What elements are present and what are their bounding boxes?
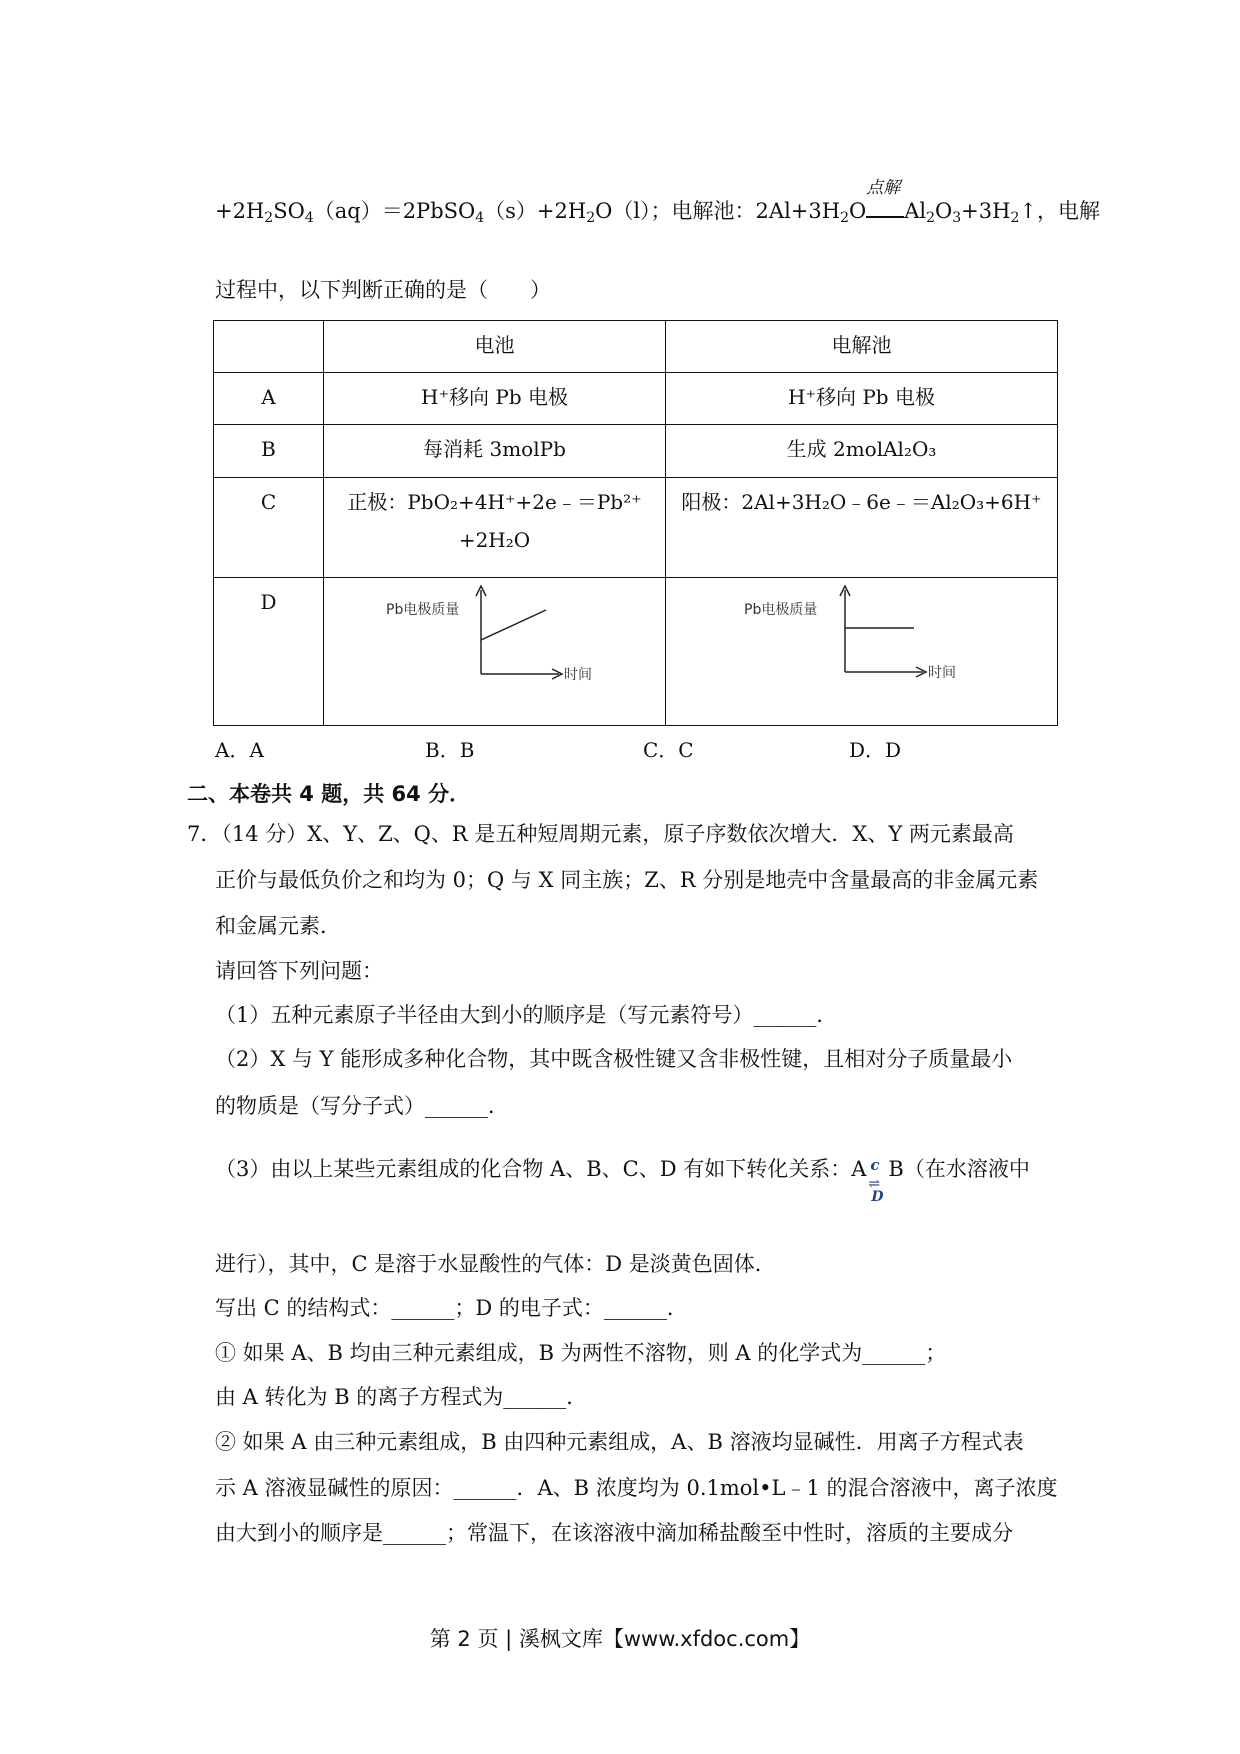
battery-cell: 正极：PbO₂+4H⁺+2e﹣＝Pb²⁺ [347,490,642,514]
table-row [214,478,1058,578]
table-row [214,578,1058,726]
graph-y-label: Pb电极质量 [744,602,818,618]
q7-sub3: （3）由以上某些元素组成的化合物 A、B、C、D 有如下转化关系：A c ⇌ D B（在水溶液中 [215,1155,1030,1205]
row-label: A [261,385,276,409]
q7-line: 正价与最低负价之和均为 0；Q 与 X 同主族；Z、R 分别是地壳中含量最高的非金属元素 [215,868,1039,892]
q7-line: 和金属元素． [215,914,341,938]
electrolysis-graph [666,578,1056,724]
battery-cell: H⁺移向 Pb 电极 [421,385,568,409]
table-row [214,373,1058,425]
q7-line: 由 A 转化为 B 的离子方程式为______． [215,1385,588,1409]
section-heading: 二、本卷共 4 题，共 64 分． [187,782,471,806]
electrolysis-cell: 生成 2molAl₂O₃ [786,437,937,461]
comparison-table [213,320,1058,726]
electrolysis-cell: 阳极：2Al+3H₂O﹣6e﹣＝Al₂O₃+6H⁺ [681,490,1042,514]
row-label: C [260,490,277,514]
option-d[interactable]: D．D [849,738,902,762]
reaction-condition: 点解 [866,178,901,198]
q7-line: 7．（14 分）X、Y、Z、Q、R 是五种短周期元素，原子序数依次增大．X、Y 两元素最高 [187,822,1014,846]
graph-x-label: 时间 [564,667,593,683]
q7-line: 写出 C 的结构式：______；D 的电子式：______． [215,1296,688,1320]
battery-graph [324,578,664,724]
battery-cell-cont: +2H₂O [458,528,531,552]
equilibrium-arrow-icon: c ⇌ D [868,1155,884,1205]
q7-line: ② 如果 A 由三种元素组成，B 由四种元素组成，A、B 溶液均显碱性．用离子方程式表 [215,1430,1024,1454]
option-c[interactable]: C．C [643,738,694,762]
q7-line: ① 如果 A、B 均由三种元素组成，B 为两性不溶物，则 A 的化学式为______； [215,1341,947,1365]
q7-sub2: （2）X 与 Y 能形成多种化合物，其中既含极性键又含非极性键，且相对分子质量最小 [215,1047,1013,1071]
table-header-battery: 电池 [324,321,666,373]
option-b[interactable]: B．B [425,738,475,762]
question-tail: 过程中，以下判断正确的是（ ） [215,278,551,302]
table-header-blank [214,321,324,373]
electrolysis-cell: H⁺移向 Pb 电极 [788,385,935,409]
option-a[interactable]: A．A [215,738,264,762]
graph-x-label: 时间 [928,665,956,681]
row-label: B [261,437,276,461]
mass-trend-line [481,610,546,640]
q7-line: 进行），其中，C 是溶于水显酸性的气体：D 是淡黄色固体． [215,1252,776,1276]
page-footer: 第 2 页 | 溪枫文库【www.xfdoc.com】 [429,1627,811,1651]
table-header-electrolysis: 电解池 [666,321,1058,373]
equation-line: $+2H_2SO_4(aq)=2PbSO_4(s)+2H_2O(l)$；电解池：$2Al+3H_2O$ 点解 $Al_2O_3+3H_2↑$，电解 [215,196,1100,225]
graph-y-label: Pb电极质量 [386,602,460,618]
q7-line: 示 A 溶液显碱性的原因：______．A、B 浓度均为 0.1mol•L﹣1 的混合溶液中，离子浓度 [215,1476,1058,1500]
row-label: D [260,590,277,614]
table-row [214,425,1058,478]
q7-line: 的物质是（写分子式）______． [215,1094,509,1118]
q7-line: 由大到小的顺序是______；常温下，在该溶液中滴加稀盐酸至中性时，溶质的主要成分 [215,1521,1013,1545]
q7-sub1: （1）五种元素原子半径由大到小的顺序是（写元素符号）______． [215,1003,838,1027]
q7-line: 请回答下列问题： [215,959,383,983]
battery-cell: 每消耗 3molPb [423,437,566,461]
